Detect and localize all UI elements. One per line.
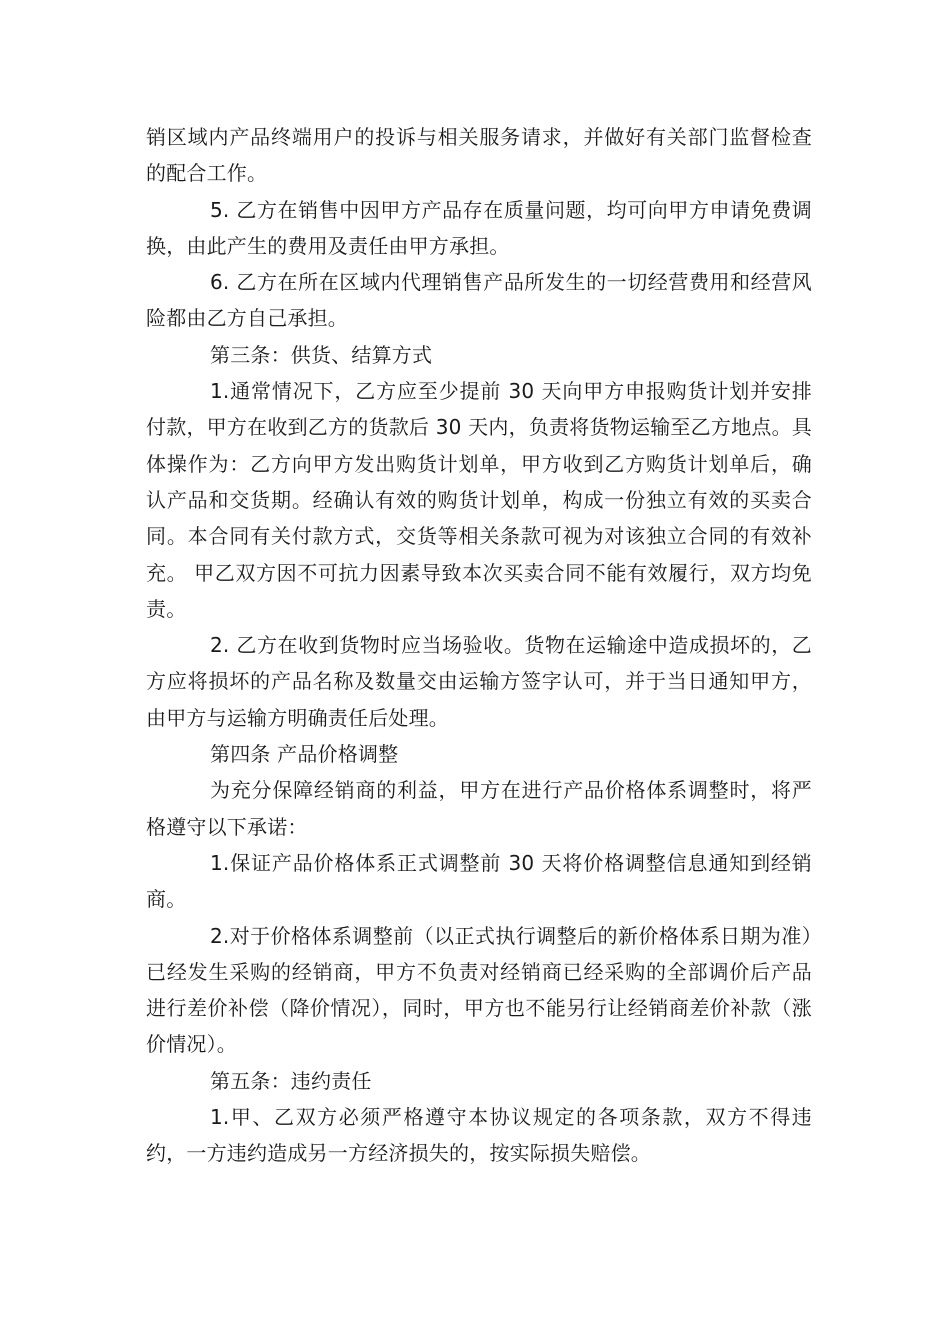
section-heading-article-5: 第五条：违约责任 — [210, 1068, 372, 1093]
paragraph-article-5-item-1: 1.甲、乙双方必须严格遵守本协议规定的各项条款，双方不得违约，一方违约造成另一方经济损失的，按实际损失赔偿。 — [146, 1105, 812, 1166]
paragraph-article-3-item-1: 1.通常情况下，乙方应至少提前 30 天向甲方申报购货计划并安排付款，甲方在收到乙方的货款后 30 天内，负责将货物运输至乙方地点。具体操作为：乙方向甲方发出购货计划单，甲方收到乙方购货计划单后，确认产品和交货期。经确认有效的购货计划单，构成一份独立有效的买卖合同。本合同有关付款方式，交货等相关条款可视为对该独立合同的有效补充。 甲乙双方因不可抗力因素导致本次买卖合同不能有效履行，双方均免责。 — [146, 379, 812, 621]
section-heading-article-3: 第三条：供货、结算方式 — [210, 342, 433, 367]
paragraph-item-5: 5. 乙方在销售中因甲方产品存在质量问题，均可向甲方申请免费调换，由此产生的费用及责任由甲方承担。 — [146, 197, 812, 258]
paragraph-continuation: 销区域内产品终端用户的投诉与相关服务请求，并做好有关部门监督检查的配合工作。 — [146, 125, 812, 186]
paragraph-item-6: 6. 乙方在所在区域内代理销售产品所发生的一切经营费用和经营风险都由乙方自己承担。 — [146, 270, 812, 331]
paragraph-article-4-item-1: 1.保证产品价格体系正式调整前 30 天将价格调整信息通知到经销商。 — [146, 850, 812, 912]
document-body — [146, 119, 812, 1172]
paragraph-article-4-intro: 为充分保障经销商的利益，甲方在进行产品价格体系调整时，将严格遵守以下承诺： — [146, 778, 812, 839]
section-heading-article-4: 第四条 产品价格调整 — [210, 742, 399, 767]
paragraph-article-3-item-2: 2. 乙方在收到货物时应当场验收。货物在运输途中造成损坏的，乙方应将损坏的产品名称及数量交由运输方签字认可，并于当日通知甲方，由甲方与运输方明确责任后处理。 — [146, 633, 812, 730]
paragraph-article-4-item-2: 2.对于价格体系调整前（以正式执行调整后的新价格体系日期为准）已经发生采购的经销商，甲方不负责对经销商已经采购的全部调价后产品进行差价补偿（降价情况），同时，甲方也不能另行让经销商差价补款（涨价情况）。 — [146, 923, 812, 1057]
